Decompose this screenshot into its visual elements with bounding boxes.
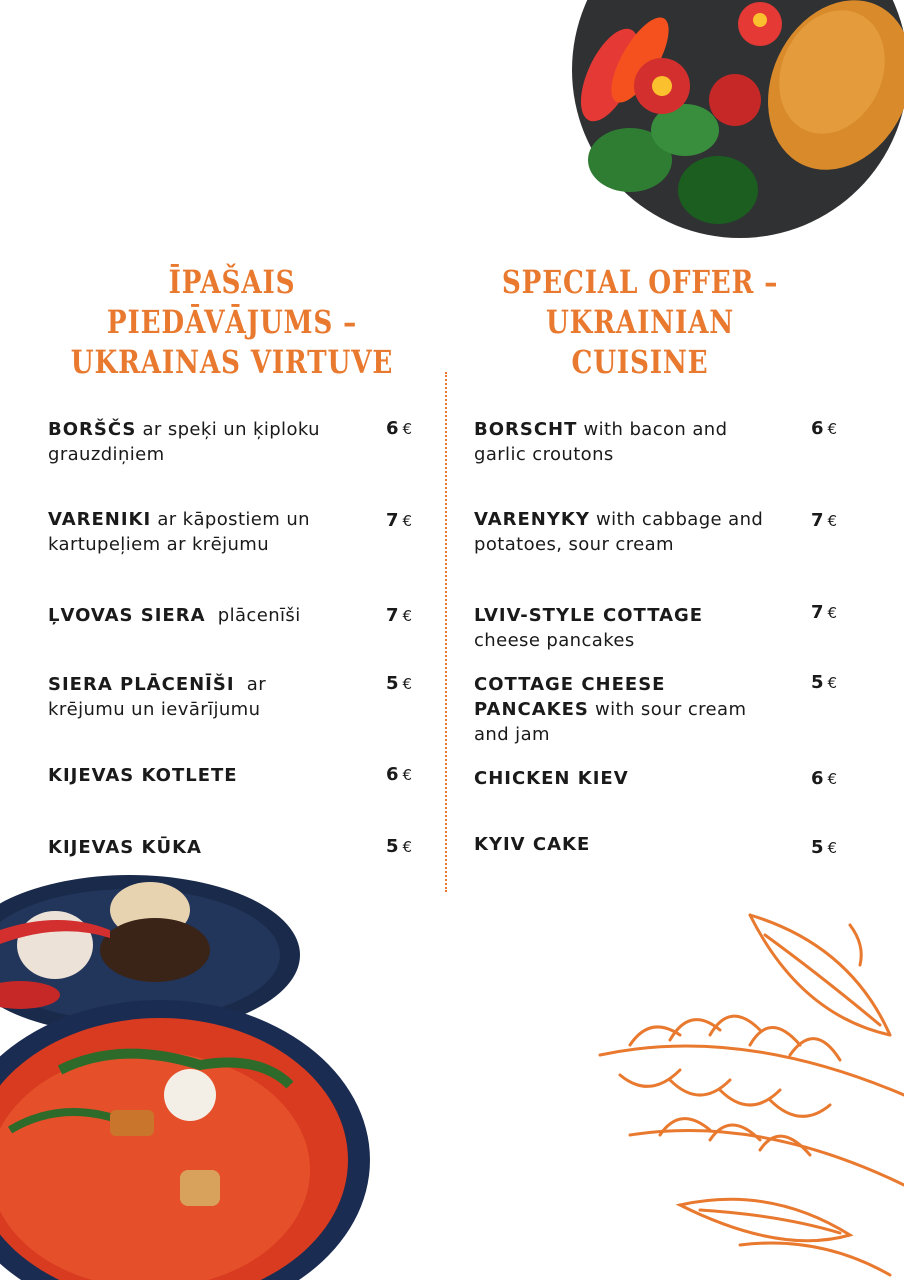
price-value: 5	[386, 673, 399, 694]
item-name: KIJEVAS KOTLETE	[48, 765, 238, 786]
currency-symbol: €	[402, 675, 413, 693]
item-name: COTTAGE CHEESE PANCAKES	[474, 674, 666, 720]
price-lv-lvovas-siera	[386, 605, 412, 626]
menu-item-en-chicken-kiev	[474, 766, 774, 791]
item-name: VARENYKY	[474, 509, 590, 530]
price-en-borscht	[811, 418, 837, 439]
price-lv-kijevas-kuka	[386, 836, 412, 857]
price-lv-kijevas-kotlete	[386, 764, 412, 785]
item-description: plācenīši	[205, 605, 301, 626]
borscht-bowl-photo	[0, 870, 380, 1280]
chicken-kiev-salad-photo	[570, 0, 904, 240]
price-value: 5	[386, 836, 399, 857]
menu-item-lv-lvovas-siera	[48, 603, 348, 628]
item-name: BORŠČS	[48, 419, 137, 440]
heading-english-line-2: UKRAINIAN CUISINE	[545, 303, 735, 381]
item-description: with bacon and garlic croutons	[474, 419, 728, 465]
item-description: ar krējumu un ievārījumu	[48, 674, 273, 720]
currency-symbol: €	[827, 604, 838, 622]
currency-symbol: €	[827, 839, 838, 857]
heading-latvian	[68, 262, 396, 382]
item-description: with sour cream and jam	[474, 699, 747, 745]
menu-item-lv-kijevas-kuka	[48, 835, 348, 860]
item-name: ĻVOVAS SIERA	[48, 605, 206, 626]
item-name: KYIV CAKE	[474, 834, 591, 855]
item-description: cheese pancakes	[474, 630, 635, 651]
heading-latvian-line-2: UKRAINAS VIRTUVE	[70, 343, 394, 381]
heading-english	[476, 262, 804, 382]
price-en-kyiv-cake	[811, 837, 837, 858]
currency-symbol: €	[827, 420, 838, 438]
menu-item-en-lviv-style	[474, 603, 734, 653]
menu-item-lv-siera-placenisi	[48, 672, 328, 722]
item-name: BORSCHT	[474, 419, 578, 440]
price-value: 5	[811, 837, 824, 858]
price-lv-vareniki	[386, 510, 412, 531]
leaf-illustration	[590, 905, 904, 1280]
price-value: 5	[811, 672, 824, 693]
currency-symbol: €	[827, 674, 838, 692]
menu-item-en-varenyky	[474, 507, 794, 557]
price-en-chicken-kiev	[811, 768, 837, 789]
currency-symbol: €	[402, 420, 413, 438]
item-description: ar speķi un ķiploku grauzdiņiem	[48, 419, 320, 465]
price-value: 7	[811, 510, 824, 531]
heading-english-line-1: SPECIAL OFFER –	[501, 263, 779, 301]
price-value: 6	[811, 418, 824, 439]
price-value: 7	[811, 602, 824, 623]
menu-item-en-kyiv-cake	[474, 832, 774, 857]
price-en-varenyky	[811, 510, 837, 531]
menu-item-lv-kijevas-kotlete	[48, 763, 348, 788]
price-value: 7	[386, 510, 399, 531]
item-description: with cabbage and potatoes, sour cream	[474, 509, 764, 555]
menu-item-lv-borscs	[48, 417, 348, 467]
item-name: CHICKEN KIEV	[474, 768, 629, 789]
price-en-lviv-style	[811, 602, 837, 623]
currency-symbol: €	[827, 770, 838, 788]
column-divider	[445, 372, 447, 892]
price-lv-siera-placenisi	[386, 673, 412, 694]
currency-symbol: €	[402, 607, 413, 625]
item-name: LVIV-STYLE COTTAGE	[474, 605, 704, 626]
price-value: 6	[811, 768, 824, 789]
item-name: KIJEVAS KŪKA	[48, 837, 202, 858]
item-description: ar kāpostiem un kartupeļiem ar krējumu	[48, 509, 310, 555]
menu-item-en-cottage-cheese-pancakes	[474, 672, 784, 747]
menu-item-en-borscht	[474, 417, 774, 467]
currency-symbol: €	[402, 766, 413, 784]
price-value: 7	[386, 605, 399, 626]
currency-symbol: €	[402, 838, 413, 856]
menu-item-lv-vareniki	[48, 507, 338, 557]
price-en-cottage-cheese-pancakes	[811, 672, 837, 693]
currency-symbol: €	[402, 512, 413, 530]
price-value: 6	[386, 764, 399, 785]
price-lv-borscs	[386, 418, 412, 439]
item-name: VARENIKI	[48, 509, 152, 530]
currency-symbol: €	[827, 512, 838, 530]
price-value: 6	[386, 418, 399, 439]
heading-latvian-line-1: ĪPAŠAIS PIEDĀVĀJUMS –	[106, 263, 358, 341]
item-name: SIERA PLĀCENĪŠI	[48, 674, 235, 695]
